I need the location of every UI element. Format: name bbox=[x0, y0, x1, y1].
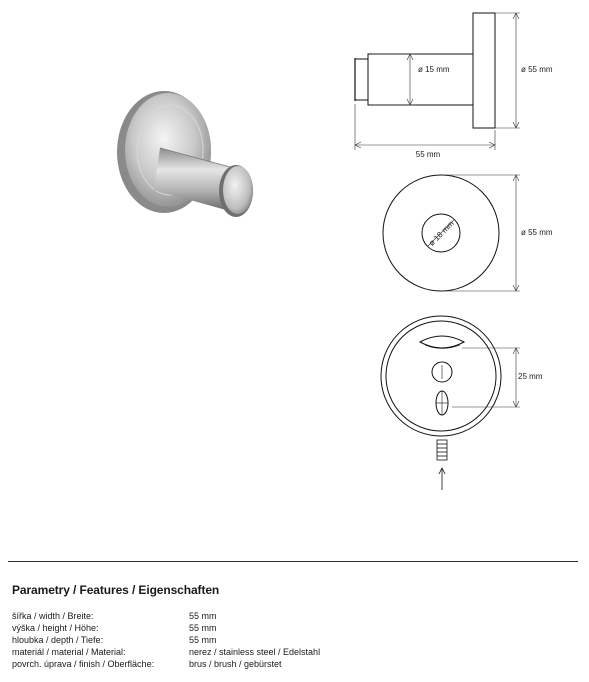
spec-label: šířka / width / Breite: bbox=[12, 611, 94, 621]
table-row bbox=[12, 634, 320, 646]
table-row bbox=[12, 646, 320, 658]
offset-label: 25 mm bbox=[518, 372, 543, 381]
spec-value: 55 mm bbox=[189, 623, 217, 633]
side-view-plate bbox=[473, 13, 495, 128]
spec-value: 55 mm bbox=[189, 611, 217, 621]
side-view-rod bbox=[368, 54, 473, 105]
back-view-dimensions bbox=[452, 348, 520, 407]
table-row bbox=[12, 610, 320, 622]
spec-label: hloubka / depth / Tiefe: bbox=[12, 635, 104, 645]
section-divider bbox=[8, 561, 578, 562]
set-screw bbox=[437, 440, 447, 490]
side-view-cap bbox=[355, 59, 368, 100]
specs-table bbox=[12, 610, 320, 670]
specs-heading: Parametry / Features / Eigenschaften bbox=[12, 583, 220, 597]
table-row bbox=[12, 622, 320, 634]
spec-value: 55 mm bbox=[189, 635, 217, 645]
back-view bbox=[381, 316, 501, 436]
spec-value: nerez / stainless steel / Edelstahl bbox=[189, 647, 321, 657]
spec-value: brus / brush / gebürstet bbox=[189, 659, 282, 669]
back-view-plate-outer bbox=[381, 316, 501, 436]
side-plate-diameter-label: ø 55 mm bbox=[521, 65, 553, 74]
hole-diameter-label: ø 18 mm bbox=[427, 219, 456, 248]
table-row bbox=[12, 658, 320, 670]
product-photo bbox=[117, 91, 253, 217]
rod-diameter-label: ø 15 mm bbox=[418, 65, 450, 74]
depth-label: 55 mm bbox=[415, 150, 441, 159]
front-plate-diameter-label: ø 55 mm bbox=[521, 228, 553, 237]
spec-label: materiál / material / Material: bbox=[12, 647, 126, 657]
spec-label: povrch. úprava / finish / Oberfläche: bbox=[12, 659, 155, 669]
spec-label: výška / height / Höhe: bbox=[12, 623, 99, 633]
